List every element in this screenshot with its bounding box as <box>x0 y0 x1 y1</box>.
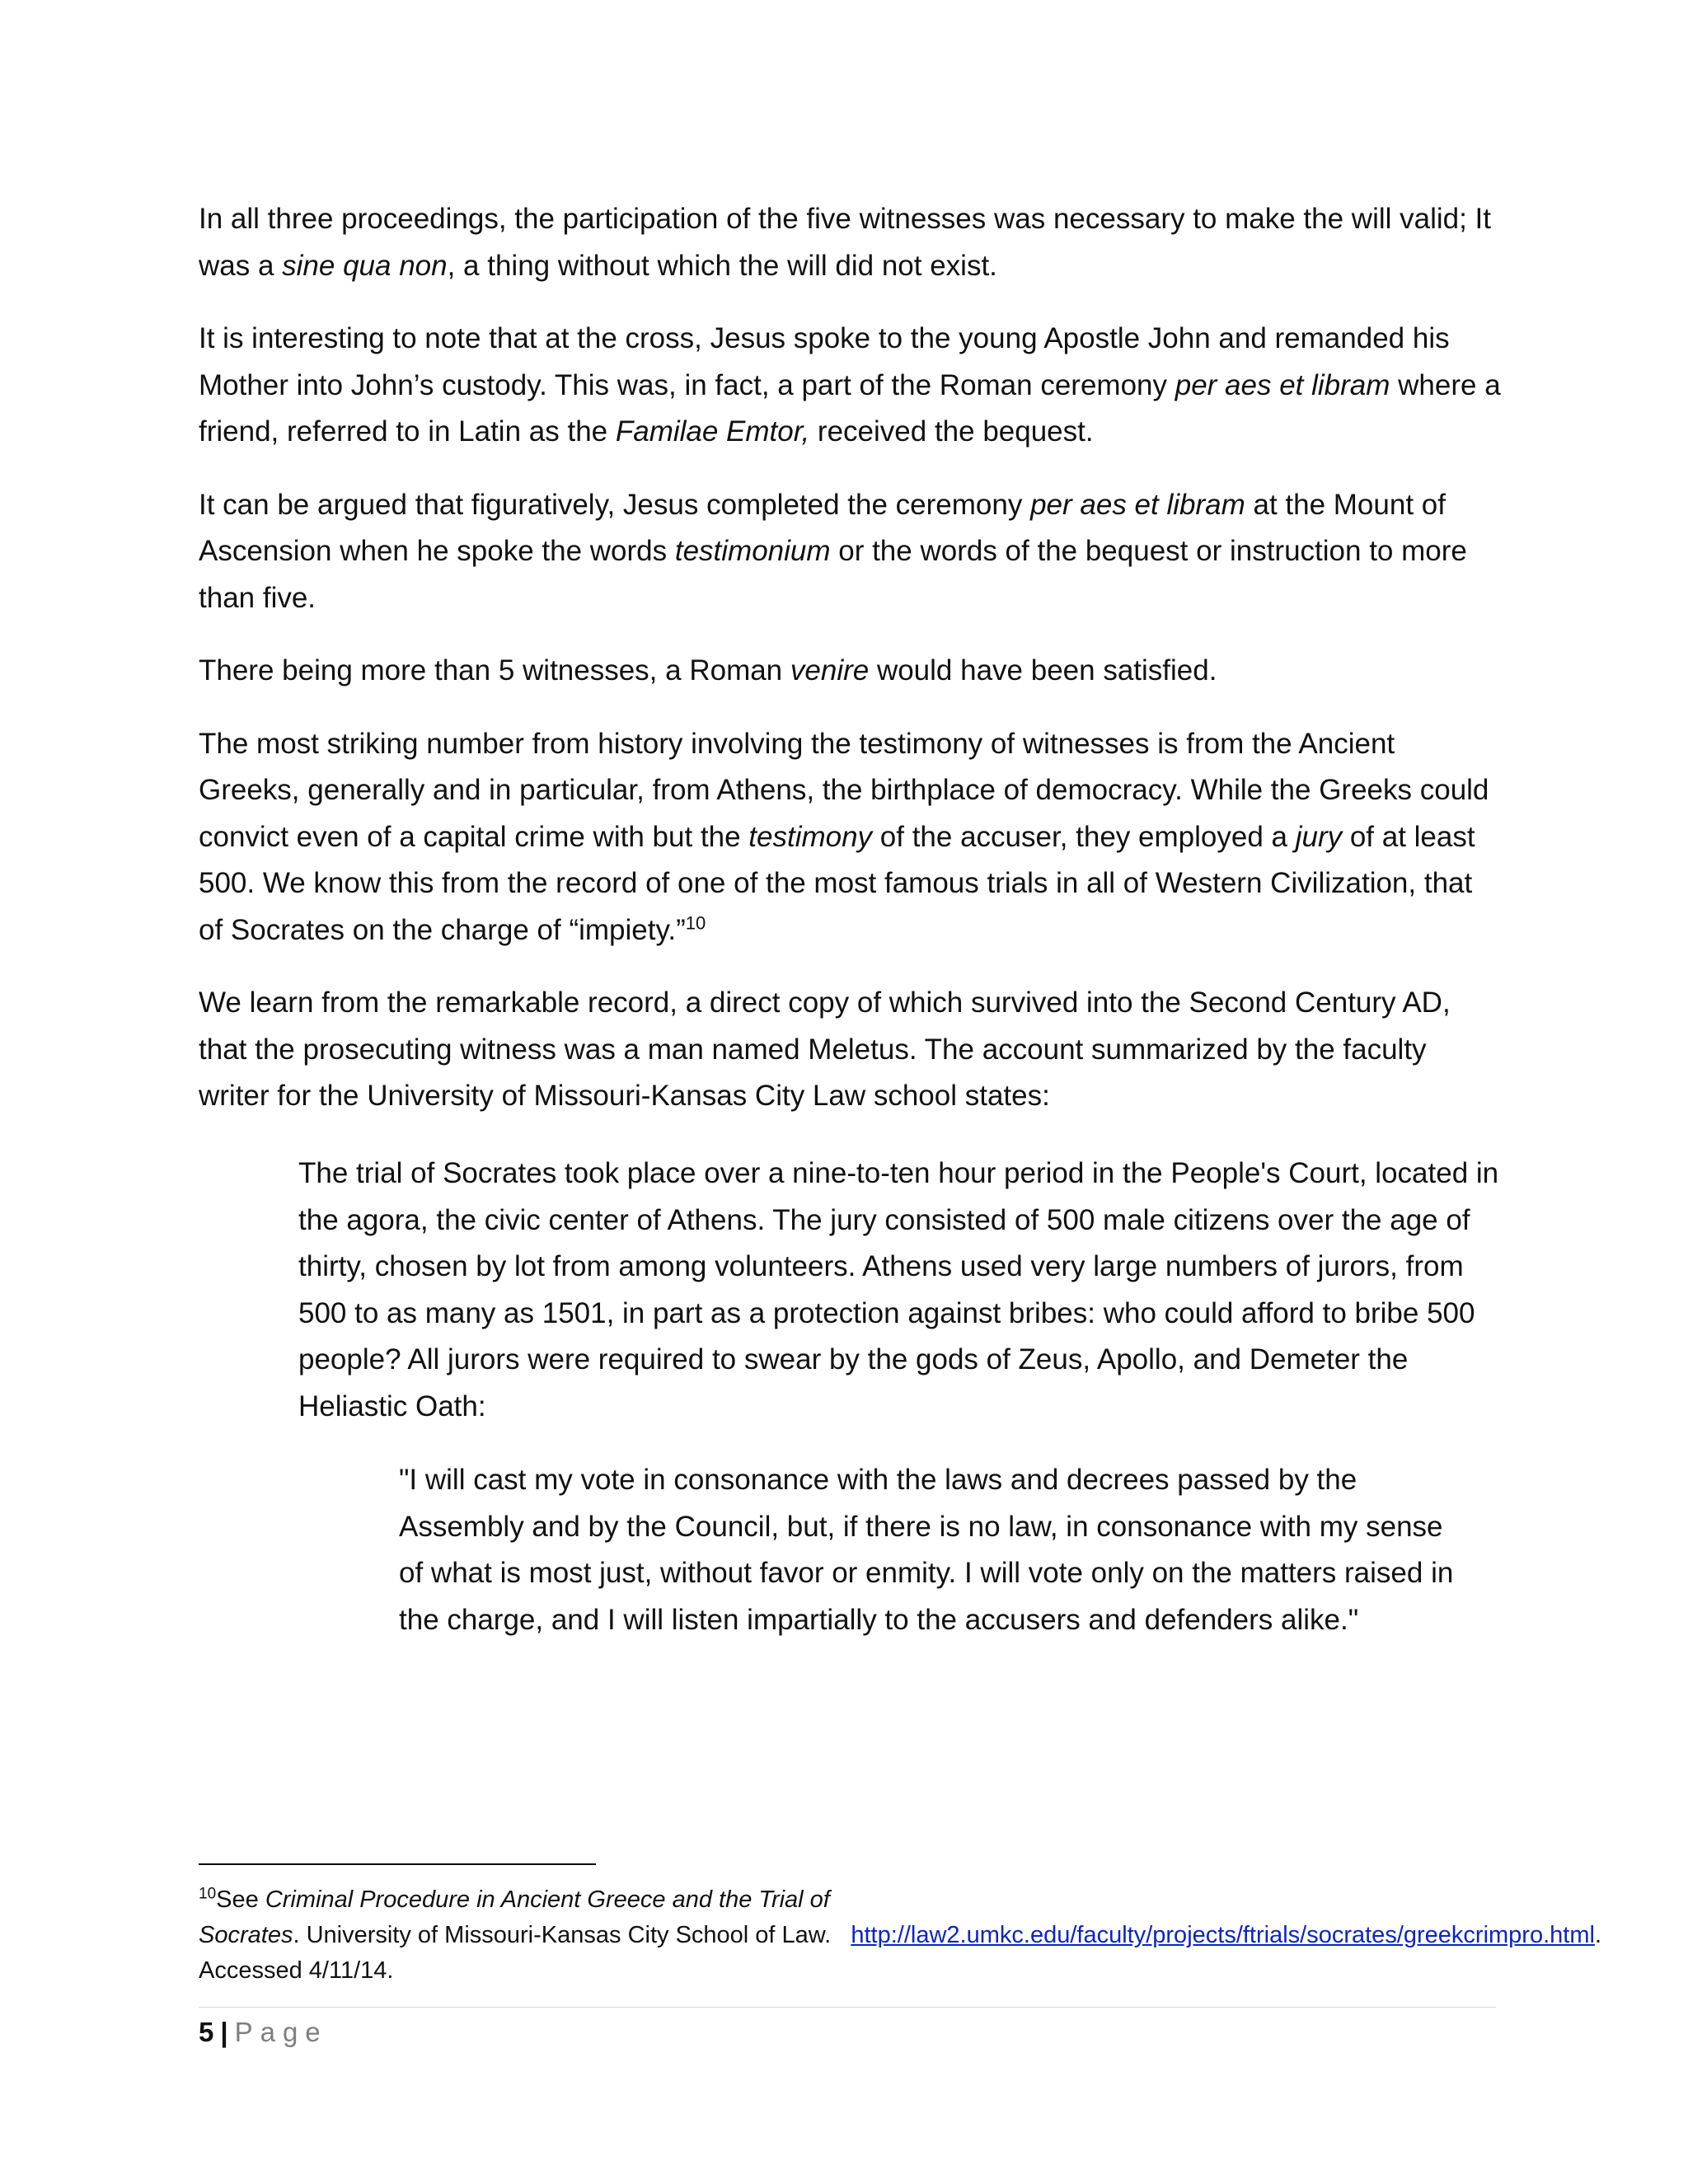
italic-term: testimonium <box>674 535 831 567</box>
paragraph-6: We learn from the remarkable record, a direct copy of which survived into the Second Century AD, that the prosecuting witness was a man named Meletus. The account summarized by the faculty writer for the University of Missouri-Kansas City Law school states: <box>199 987 1451 1112</box>
block-quote-text: The trial of Socrates took place over a nine-to-ten hour period in the People's Court, located in the agora, the civic center of Athens. The jury consisted of 500 male citizens over the age of thirty, chosen by lot from among volunteers. Athens used very large numbers of jurors, from 500 to as many as 1501, in part as a protection against bribes: who could afford to bribe 500 people? All jurors were required to swear by the gods of Zeus, Apollo, and Demeter the Heliastic Oath: <box>298 1157 1499 1422</box>
italic-term: jury <box>1295 820 1343 853</box>
italic-term: venire <box>790 654 870 687</box>
paragraph-5: The most striking number from history involving the testimony of witnesses is from the Ancient Greeks, generally and in particular, from Athens, the birthplace of democracy. While the Greeks could convict even of a capital crime with but the testimony of the accuser, they employed a jury of at least 500. We know this from the record of one of the most famous trials in all of Western Civilization, that of Socrates on the charge of “impiety.”$^{10}$ <box>199 727 1489 946</box>
footnote-reference[interactable]: 10 <box>685 912 706 933</box>
body-text <box>199 196 1501 1146</box>
footnote-title: Criminal Procedure in Ancient Greece and the Trial of Socrates <box>199 1886 830 1948</box>
footnote: $^{10}$See Criminal Procedure in Ancient Greece and the Trial of Socrates. University of Missouri-Kansas City School of Law. http://law2.umkc.edu/faculty/projects/ftrials/socrates/greekcrimpro.html. Accessed 4/11/14. <box>199 1885 1601 1984</box>
block-quote-oath <box>399 1457 1470 1643</box>
italic-term: per aes et libram <box>1030 488 1245 521</box>
footnote-see: See <box>216 1886 265 1913</box>
paragraph-3: It can be argued that figuratively, Jesus completed the ceremony per aes et libram at the Mount of Ascension when he spoke the words testimonium or the words of the bequest or instruction to more than five. <box>199 488 1467 614</box>
page-footer <box>199 2013 328 2052</box>
paragraph-4: There being more than 5 witnesses, a Roman venire would have been satisfied. <box>199 654 1217 687</box>
oath-quote-text: "I will cast my vote in consonance with the laws and decrees passed by the Assembly and by the Council, but, if there is no law, in consonance with my sense of what is most just, without favor or enmity. I will vote only on the matters raised in the charge, and I will listen impartially to the accusers and defenders alike." <box>399 1464 1454 1636</box>
italic-term: sine qua non <box>282 249 448 282</box>
footer-divider <box>199 2007 1496 2008</box>
paragraph-1: In all three proceedings, the participation of the five witnesses was necessary to make the will valid; It was a sine qua non, a thing without which the will did not exist. <box>199 203 1492 282</box>
footnote-separator <box>199 1863 596 1865</box>
footnote-link[interactable]: http://law2.umkc.edu/faculty/projects/ftrials/socrates/greekcrimpro.html <box>851 1922 1595 1948</box>
italic-term: Familae Emtor, <box>615 415 810 448</box>
footnote-number: 10 <box>199 1885 217 1903</box>
page-number: 5 <box>199 2017 214 2047</box>
page-label: Page <box>234 2017 328 2047</box>
italic-term: testimony <box>748 820 873 853</box>
italic-term: per aes et libram <box>1175 368 1390 401</box>
paragraph-2: It is interesting to note that at the cross, Jesus spoke to the young Apostle John and remanded his Mother into John’s custody. This was, in fact, a part of the Roman ceremony per aes et libram where a friend, referred to in Latin as the Familae Emtor, received the bequest. <box>199 322 1501 448</box>
footer-separator: | <box>220 2017 228 2047</box>
block-quote-trial <box>298 1151 1502 1430</box>
